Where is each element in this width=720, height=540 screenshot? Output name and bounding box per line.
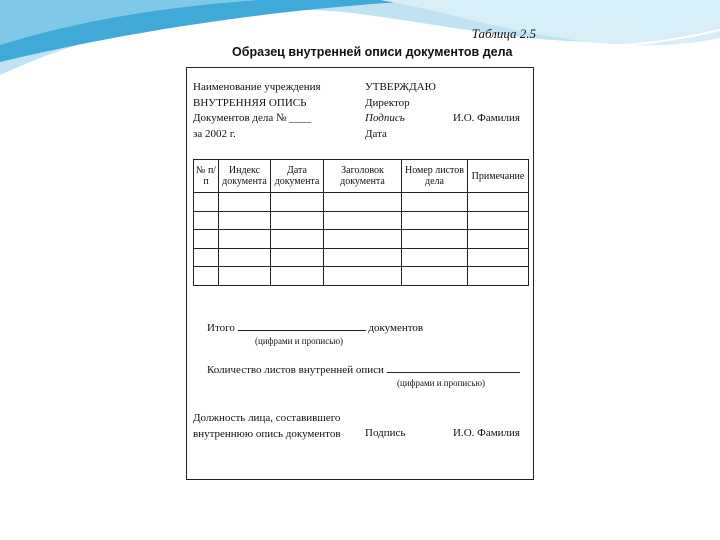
inventory-table [193,159,529,286]
col-header-number: № п/п [194,160,219,193]
col-header-index: Индекс документа [219,160,271,193]
table-cell[interactable] [219,248,271,267]
table-cell[interactable] [402,211,468,230]
date-label: Дата [365,127,387,140]
col-header-note: Примечание [468,160,529,193]
table-row [194,248,529,267]
table-number-label: Таблица 2.5 [471,26,536,41]
signature-label: Подпись [365,112,405,124]
table-cell[interactable] [271,230,324,249]
form-title: Образец внутренней описи документов дела [232,45,513,59]
approver-full-name: И.О. Фамилия [453,112,520,124]
compiler-position [193,411,341,442]
table-cell[interactable] [271,267,324,286]
table-cell[interactable] [402,193,468,212]
table-row [194,267,529,286]
compiler-full-name: И.О. Фамилия [453,427,520,439]
table-cell[interactable] [194,230,219,249]
table-row [194,193,529,212]
case-docs-number: Документов дела № ____ [193,112,312,124]
sheets-label: Количество листов внутренней описи [207,364,384,376]
col-header-date: Дата документа [271,160,324,193]
table-cell[interactable] [271,193,324,212]
table-cell[interactable] [468,193,529,212]
table-cell[interactable] [219,211,271,230]
header-left-block [193,80,321,142]
approve-label: УТВЕРЖДАЮ [365,81,436,93]
document-form [186,67,534,480]
position-line-1: Должность лица, составившего [193,412,341,424]
table-row [194,230,529,249]
sheets-blank[interactable] [387,372,520,373]
table-header-row [194,160,529,193]
table-row [194,211,529,230]
total-blank[interactable] [238,330,366,331]
table-cell[interactable] [219,193,271,212]
table-cell[interactable] [402,230,468,249]
table-cell[interactable] [194,267,219,286]
total-label: Итого [207,322,235,334]
col-header-title: Заголовок документа [324,160,402,193]
approval-block [365,80,436,142]
year-line: за 2002 г. [193,127,236,140]
total-suffix: документов [368,322,424,334]
sheets-line [207,364,520,376]
table-cell[interactable] [468,267,529,286]
inventory-title: ВНУТРЕННЯЯ ОПИСЬ [193,96,307,109]
sheets-hint: (цифрами и прописью) [397,378,486,388]
table-cell[interactable] [219,230,271,249]
table-cell[interactable] [324,193,402,212]
table-cell[interactable] [402,248,468,267]
institution-name: Наименование учреждения [193,81,321,93]
table-cell[interactable] [194,248,219,267]
table-cell[interactable] [324,267,402,286]
table-cell[interactable] [271,248,324,267]
table-cell[interactable] [468,211,529,230]
table-cell[interactable] [324,248,402,267]
position-line-2: внутреннюю опись документов [193,427,341,440]
table-cell[interactable] [324,211,402,230]
table-cell[interactable] [468,248,529,267]
total-hint: (цифрами и прописью) [255,336,344,346]
compiler-signature: Подпись [365,427,406,439]
table-cell[interactable] [324,230,402,249]
table-cell[interactable] [468,230,529,249]
director-label: Директор [365,96,410,109]
table-cell[interactable] [271,211,324,230]
table-cell[interactable] [219,267,271,286]
table-cell[interactable] [194,193,219,212]
col-header-sheets: Номер листов дела [402,160,468,193]
table-cell[interactable] [194,211,219,230]
total-line [207,322,423,334]
table-cell[interactable] [402,267,468,286]
